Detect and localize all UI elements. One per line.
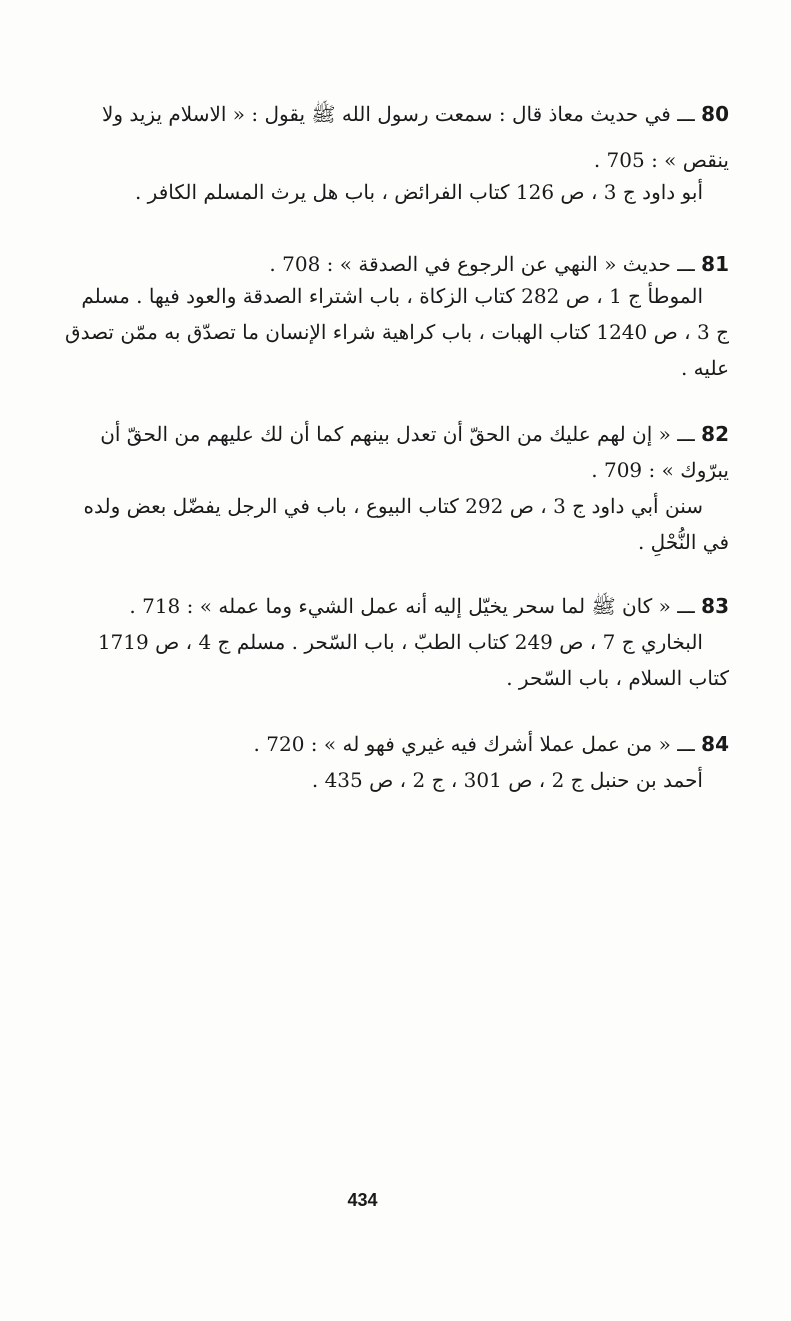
reference-text: أحمد بن حنبل ج 2 ، ص 301 ، ج 2 ، ص 435 .: [311, 768, 703, 792]
reference-text: كتاب السلام ، باب السّحر .: [506, 666, 729, 690]
entry-line: [98, 628, 703, 656]
reference-text: أبو داود ج 3 ، ص 126 كتاب الفرائض ، باب هل يرث المسلم الكافر .: [134, 180, 703, 204]
entry-text: ينقص » : 705 .: [593, 148, 729, 172]
entry-line: [506, 664, 729, 692]
entry-number: 82: [701, 422, 729, 446]
entry-text: ـــ حديث « النهي عن الرجوع في الصدقة » : 708 .: [269, 252, 695, 276]
entry-number: 83: [701, 594, 729, 618]
hadith-entry-83: [49, 592, 729, 702]
hadith-entry-84: [49, 730, 729, 810]
reference-text: عليه .: [680, 356, 729, 380]
entry-line: [591, 456, 729, 484]
entry-text: ـــ « إن لهم عليك من الحقّ أن تعدل بينهم كما أن لك عليهم من الحقّ أن: [100, 422, 695, 446]
entry-line: [681, 354, 729, 382]
reference-text: البخاري ج 7 ، ص 249 كتاب الطبّ ، باب السّحر . مسلم ج 4 ، ص 1719: [97, 630, 703, 654]
entry-line: [100, 420, 729, 448]
entry-number: 84: [701, 732, 729, 756]
hadith-entry-80: [49, 100, 729, 210]
page-number: 434: [347, 1190, 378, 1210]
hadith-entry-82: [49, 420, 729, 560]
reference-text: ج 3 ، ص 1240 كتاب الهبات ، باب كراهية شراء الإنسان ما تصدّق به ممّن تصدق: [65, 320, 729, 344]
hadith-entry-81: [49, 250, 729, 390]
entry-line: [312, 766, 703, 794]
entry-line: [135, 178, 703, 206]
reference-text: الموطأ ج 1 ، ص 282 كتاب الزكاة ، باب اشتراء الصدقة والعود فيها . مسلم: [81, 284, 703, 308]
entry-text: ـــ « من عمل عملا أشرك فيه غيري فهو له » : 720 .: [253, 732, 695, 756]
reference-text: في النُّحْلِ .: [637, 530, 729, 554]
entry-line: [269, 250, 729, 278]
entry-text: يبرّوك » : 709 .: [591, 458, 729, 482]
entry-line: [84, 492, 704, 520]
entry-line: [129, 592, 729, 620]
entry-line: [102, 100, 729, 128]
entry-number: 80: [701, 102, 729, 126]
entry-line: [254, 730, 729, 758]
entry-line: [65, 318, 729, 346]
reference-text: سنن أبي داود ج 3 ، ص 292 كتاب البيوع ، باب في الرجل يفضّل بعض ولده: [83, 494, 703, 518]
entry-line: [594, 146, 729, 174]
entry-line: [81, 282, 703, 310]
entry-text: ـــ « كان ﷺ لما سحر يخيّل إليه أنه عمل الشيء وما عمله » : 718 .: [129, 594, 695, 618]
entry-number: 81: [701, 252, 729, 276]
entry-text: ـــ في حديث معاذ قال : سمعت رسول الله ﷺ يقول : « الاسلام يزيد ولا: [101, 102, 695, 126]
entry-line: [638, 528, 729, 556]
